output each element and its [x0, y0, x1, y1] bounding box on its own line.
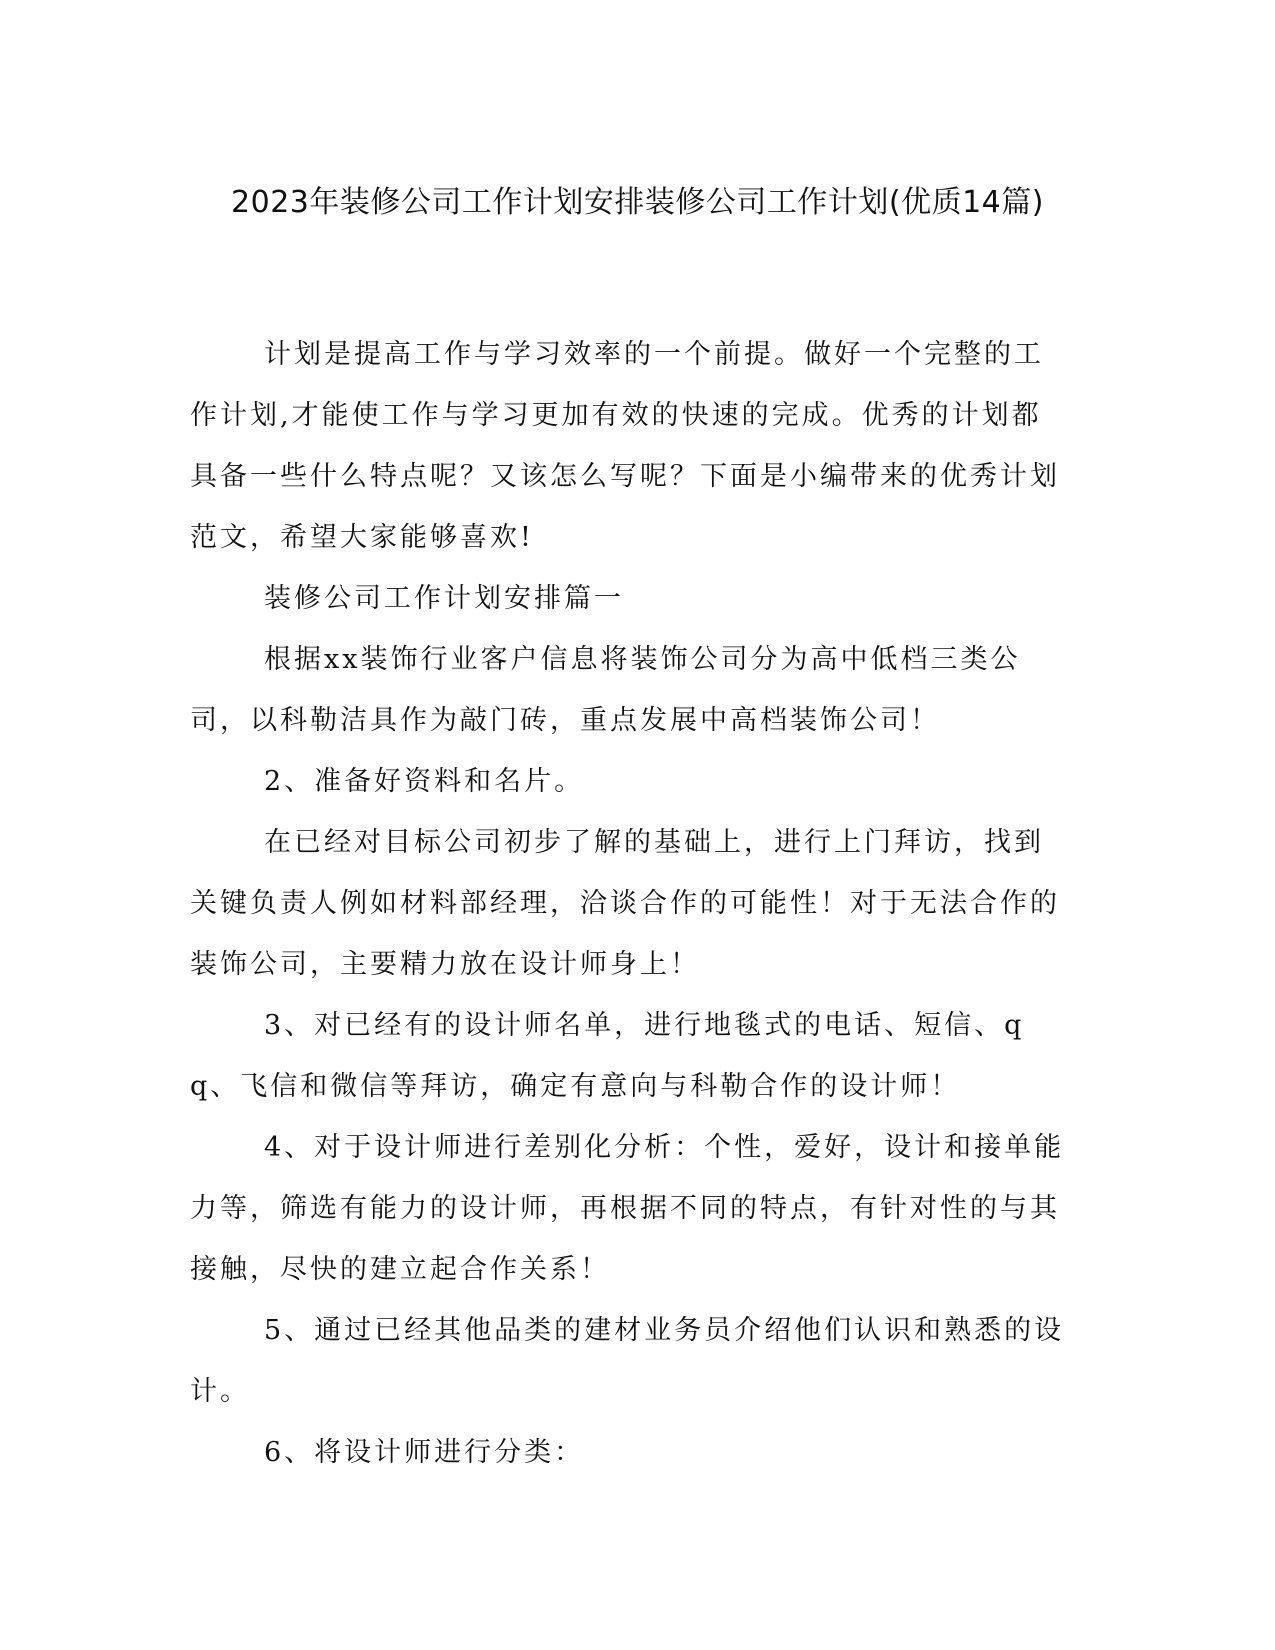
paragraph-company-tiers: 根据xx装饰行业客户信息将装饰公司分为高中低档三类公司，以科勒洁具作为敲门砖，重点发展中高档装饰公司！	[190, 644, 1021, 736]
list-item-3: 3、对已经有的设计师名单，进行地毯式的电话、短信、qq、飞信和微信等拜访，确定有意向与科勒合作的设计师！	[190, 1010, 1025, 1102]
document-body	[190, 324, 1070, 1483]
paragraph-visits: 在已经对目标公司初步了解的基础上，进行上门拜访，找到关键负责人例如材料部经理，洽谈合作的可能性！对于无法合作的装饰公司，主要精力放在设计师身上！	[190, 827, 1060, 980]
list-item-6: 6、将设计师进行分类：	[264, 1437, 585, 1468]
document-title: 2023年装修公司工作计划安排装修公司工作计划(优质14篇)	[231, 185, 1044, 220]
paragraph-intro: 计划是提高工作与学习效率的一个前提。做好一个完整的工作计划,才能使工作与学习更加有效的快速的完成。优秀的计划都具备一些什么特点呢？又该怎么写呢？下面是小编带来的优秀计划范文，希望大家能够喜欢!	[190, 339, 1060, 553]
list-item-4: 4、对于设计师进行差别化分析：个性，爱好，设计和接单能力等，筛选有能力的设计师，再根据不同的特点，有针对性的与其接触，尽快的建立起合作关系！	[190, 1132, 1065, 1285]
list-item-2: 2、准备好资料和名片。	[264, 766, 585, 797]
section-heading: 装修公司工作计划安排篇一	[264, 583, 624, 614]
list-item-5: 5、通过已经其他品类的建材业务员介绍他们认识和熟悉的设计。	[190, 1315, 1065, 1407]
